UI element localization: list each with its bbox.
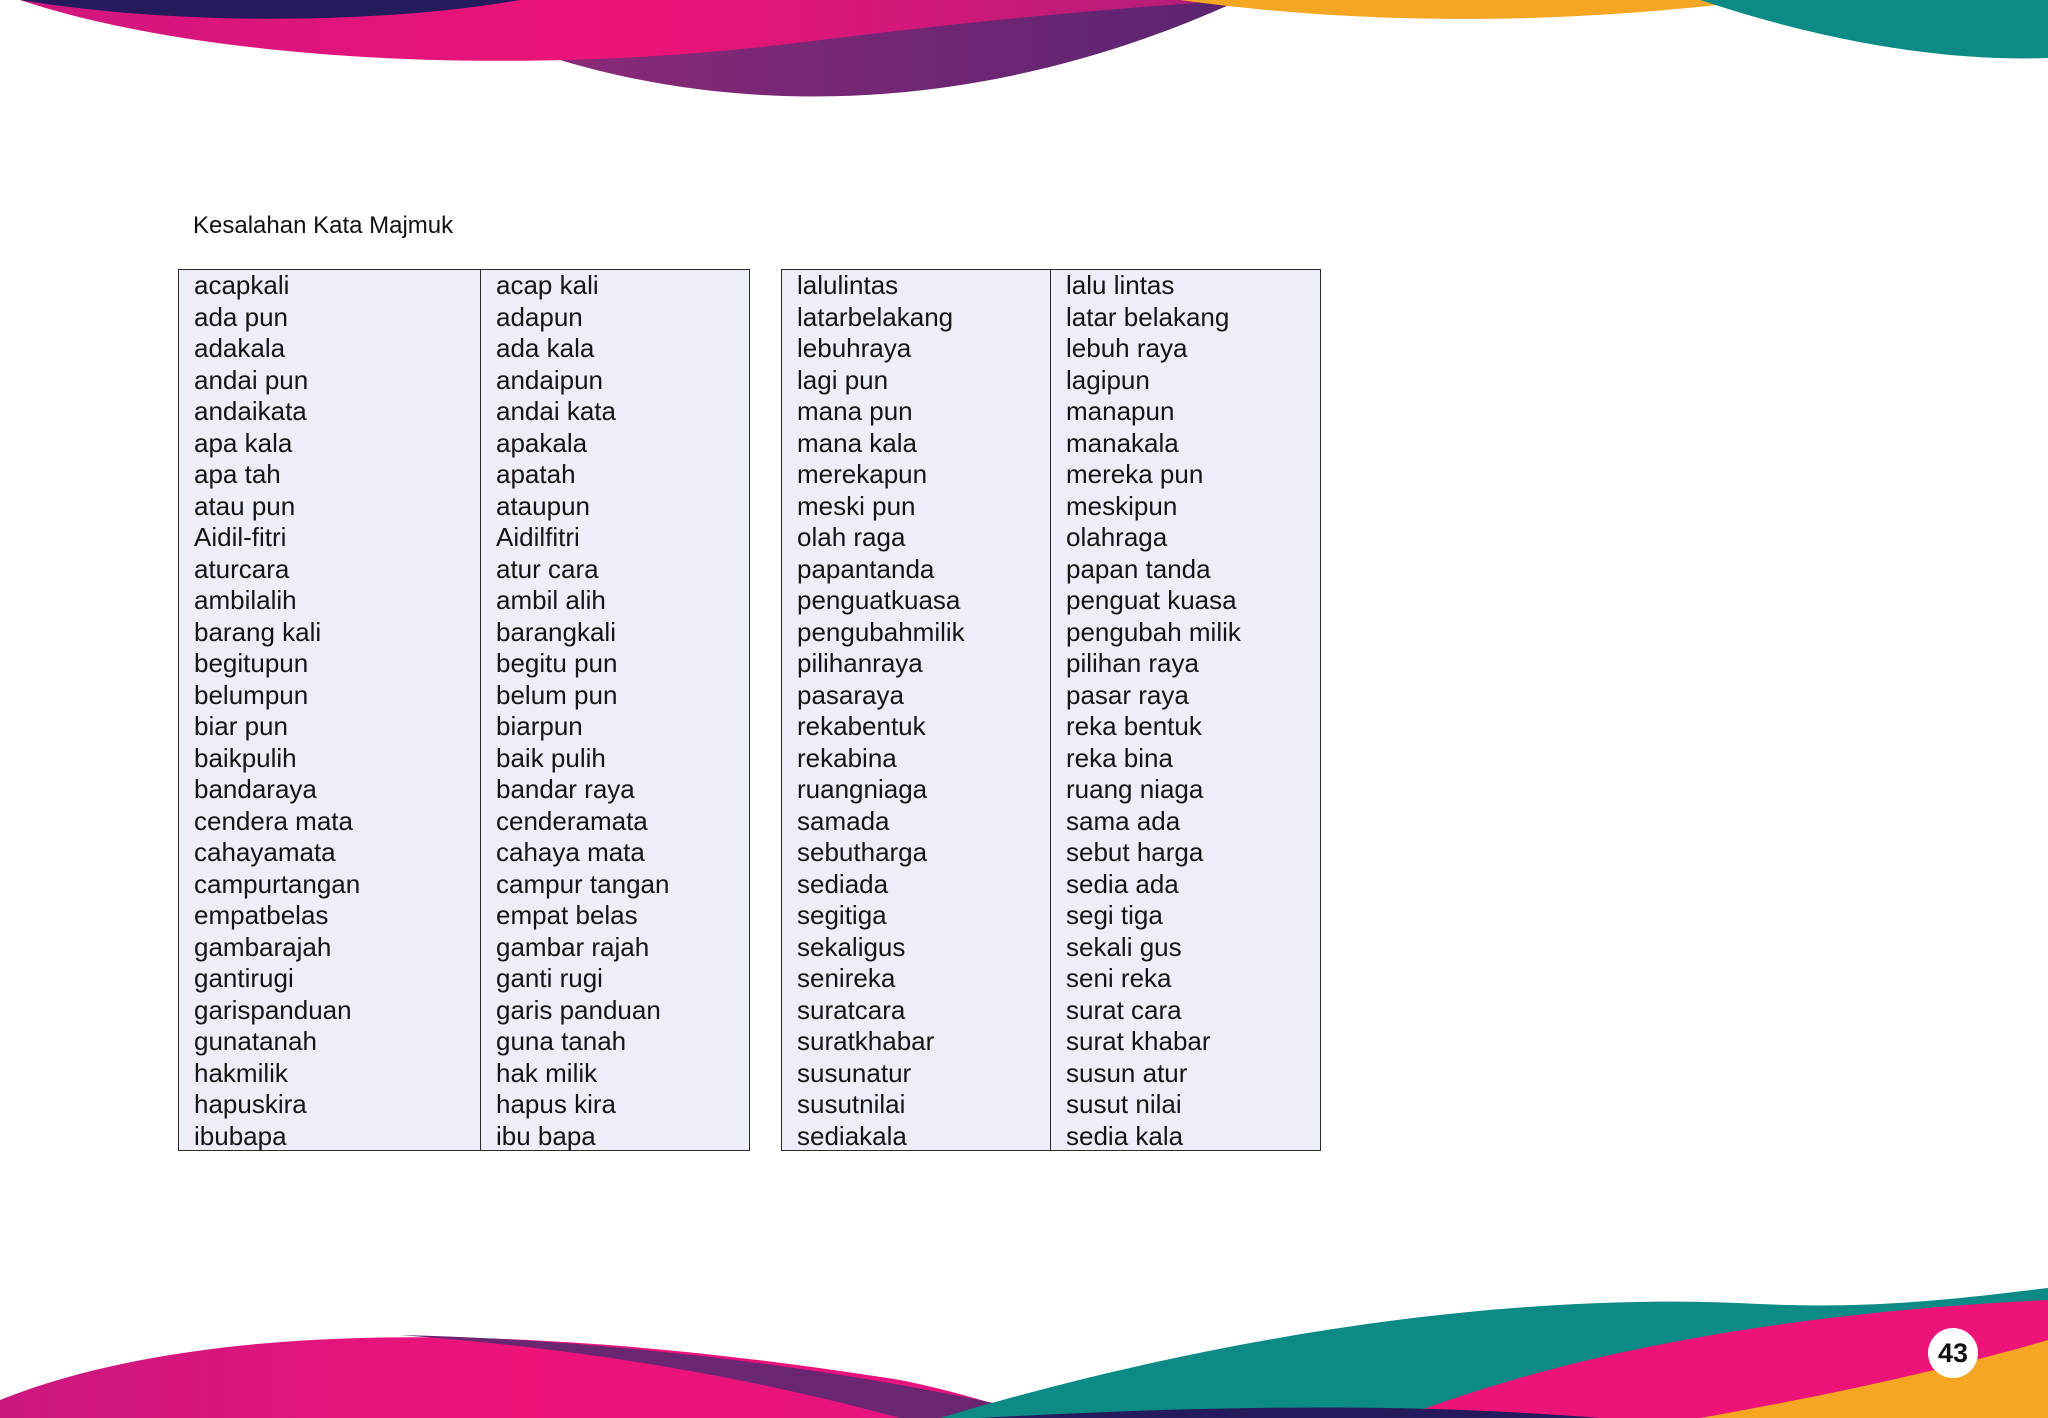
word-cell: ruang niaga: [1066, 774, 1204, 804]
word-cell: belumpun: [194, 679, 309, 710]
word-cell: olahraga: [1066, 522, 1168, 552]
word-cell: andaikata: [194, 396, 307, 426]
word-cell: merekapun: [797, 459, 928, 489]
word-cell: begitu pun: [496, 648, 618, 678]
word-cell: meski pun: [797, 490, 916, 521]
word-cell: apa tah: [194, 459, 281, 489]
word-cell: lebuh raya: [1066, 333, 1188, 363]
word-cell: gambarajah: [194, 931, 332, 962]
word-cell: ruangniaga: [797, 774, 928, 804]
word-cell: papan tanda: [1066, 553, 1211, 584]
incorrect-words-column: [179, 270, 481, 1150]
word-cell: papantanda: [797, 553, 935, 584]
word-cell: hapuskira: [194, 1089, 307, 1119]
word-cell: ambilalih: [194, 585, 297, 615]
word-cell: sedia ada: [1066, 868, 1179, 899]
word-cell: ada kala: [496, 333, 595, 363]
word-cell: penguatkuasa: [797, 585, 961, 615]
incorrect-words-column: [782, 270, 1051, 1150]
word-cell: Aidilfitri: [496, 522, 580, 552]
word-cell: senireka: [797, 963, 896, 993]
word-cell: lebuhraya: [797, 333, 912, 363]
word-cell: empatbelas: [194, 900, 329, 930]
word-cell: cahaya mata: [496, 837, 645, 867]
word-cell: hapus kira: [496, 1089, 616, 1119]
word-cell: hak milik: [496, 1057, 598, 1088]
word-cell: sekali gus: [1066, 931, 1182, 962]
word-cell: lagi pun: [797, 364, 889, 395]
word-cell: adakala: [194, 333, 286, 363]
correct-words-column: [1051, 270, 1320, 1150]
word-cell: lagipun: [1066, 364, 1150, 395]
word-cell: lalu lintas: [1066, 270, 1175, 300]
word-cell: reka bina: [1066, 742, 1173, 773]
word-cell: cahayamata: [194, 837, 336, 867]
word-cell: suratcara: [797, 994, 906, 1025]
word-cell: atur cara: [496, 553, 599, 584]
word-cell: pasaraya: [797, 679, 904, 710]
word-cell: sedia kala: [1066, 1120, 1184, 1151]
word-cell: surat cara: [1066, 994, 1182, 1025]
word-cell: reka bentuk: [1066, 711, 1202, 741]
word-cell: mana pun: [797, 396, 913, 426]
word-table-left: [178, 269, 750, 1151]
word-cell: gunatanah: [194, 1026, 317, 1056]
word-cell: latar belakang: [1066, 301, 1230, 332]
word-cell: bandar raya: [496, 774, 635, 804]
word-cell: campur tangan: [496, 868, 670, 899]
word-cell: bandaraya: [194, 774, 317, 804]
word-cell: biarpun: [496, 711, 583, 741]
word-cell: garis panduan: [496, 994, 661, 1025]
word-cell: susunatur: [797, 1057, 912, 1088]
word-cell: apa kala: [194, 427, 293, 458]
word-cell: sekaligus: [797, 931, 906, 962]
word-cell: sediakala: [797, 1120, 907, 1151]
word-cell: segitiga: [797, 900, 887, 930]
word-cell: lalulintas: [797, 270, 899, 300]
word-cell: ibubapa: [194, 1120, 287, 1151]
word-cell: biar pun: [194, 711, 288, 741]
word-cell: suratkhabar: [797, 1026, 935, 1056]
word-cell: campurtangan: [194, 868, 361, 899]
word-cell: samada: [797, 805, 890, 836]
word-cell: atau pun: [194, 490, 296, 521]
word-cell: baik pulih: [496, 742, 606, 773]
word-cell: hakmilik: [194, 1057, 288, 1088]
word-cell: segi tiga: [1066, 900, 1163, 930]
word-cell: ambil alih: [496, 585, 606, 615]
word-cell: sebutharga: [797, 837, 928, 867]
bottom-wave-decoration: [0, 1280, 2048, 1418]
word-cell: guna tanah: [496, 1026, 627, 1056]
word-cell: baikpulih: [194, 742, 297, 773]
word-cell: rekabentuk: [797, 711, 926, 741]
word-cell: mereka pun: [1066, 459, 1204, 489]
word-cell: olah raga: [797, 522, 906, 552]
word-cell: cenderamata: [496, 805, 648, 836]
word-cell: pilihanraya: [797, 648, 923, 678]
word-cell: susun atur: [1066, 1057, 1188, 1088]
word-cell: andai kata: [496, 396, 616, 426]
word-cell: Aidil-fitri: [194, 522, 287, 552]
word-cell: cendera mata: [194, 805, 353, 836]
word-cell: sama ada: [1066, 805, 1181, 836]
word-cell: manapun: [1066, 396, 1175, 426]
word-cell: barang kali: [194, 616, 322, 647]
word-cell: andaipun: [496, 364, 603, 395]
word-cell: surat khabar: [1066, 1026, 1211, 1056]
word-cell: apakala: [496, 427, 588, 458]
word-cell: pasar raya: [1066, 679, 1189, 710]
word-cell: apatah: [496, 459, 576, 489]
word-cell: ataupun: [496, 490, 590, 521]
word-cell: susutnilai: [797, 1089, 906, 1119]
word-cell: garispanduan: [194, 994, 352, 1025]
word-cell: adapun: [496, 301, 583, 332]
word-cell: meskipun: [1066, 490, 1178, 521]
word-cell: rekabina: [797, 742, 897, 773]
word-table-right: [781, 269, 1321, 1151]
top-wave-decoration: [0, 0, 2048, 120]
word-cell: gantirugi: [194, 963, 294, 993]
word-cell: pilihan raya: [1066, 648, 1199, 678]
word-cell: belum pun: [496, 679, 618, 710]
word-cell: susut nilai: [1066, 1089, 1182, 1119]
word-cell: mana kala: [797, 427, 917, 458]
page-title: Kesalahan Kata Majmuk: [193, 212, 454, 239]
word-cell: gambar rajah: [496, 931, 650, 962]
word-cell: begitupun: [194, 648, 309, 678]
word-cell: sediada: [797, 868, 889, 899]
word-cell: ganti rugi: [496, 963, 603, 993]
word-cell: latarbelakang: [797, 301, 954, 332]
word-cell: ibu bapa: [496, 1120, 596, 1151]
word-cell: seni reka: [1066, 963, 1172, 993]
word-cell: sebut harga: [1066, 837, 1204, 867]
word-cell: ada pun: [194, 301, 288, 332]
word-cell: pengubah milik: [1066, 616, 1241, 647]
page-number-badge: 43: [1928, 1328, 1978, 1378]
word-cell: barangkali: [496, 616, 616, 647]
word-cell: andai pun: [194, 364, 309, 395]
word-cell: acapkali: [194, 270, 290, 300]
word-cell: empat belas: [496, 900, 638, 930]
word-cell: manakala: [1066, 427, 1179, 458]
word-cell: acap kali: [496, 270, 599, 300]
word-cell: aturcara: [194, 553, 290, 584]
correct-words-column: [481, 270, 749, 1150]
word-cell: penguat kuasa: [1066, 585, 1237, 615]
word-cell: pengubahmilik: [797, 616, 965, 647]
